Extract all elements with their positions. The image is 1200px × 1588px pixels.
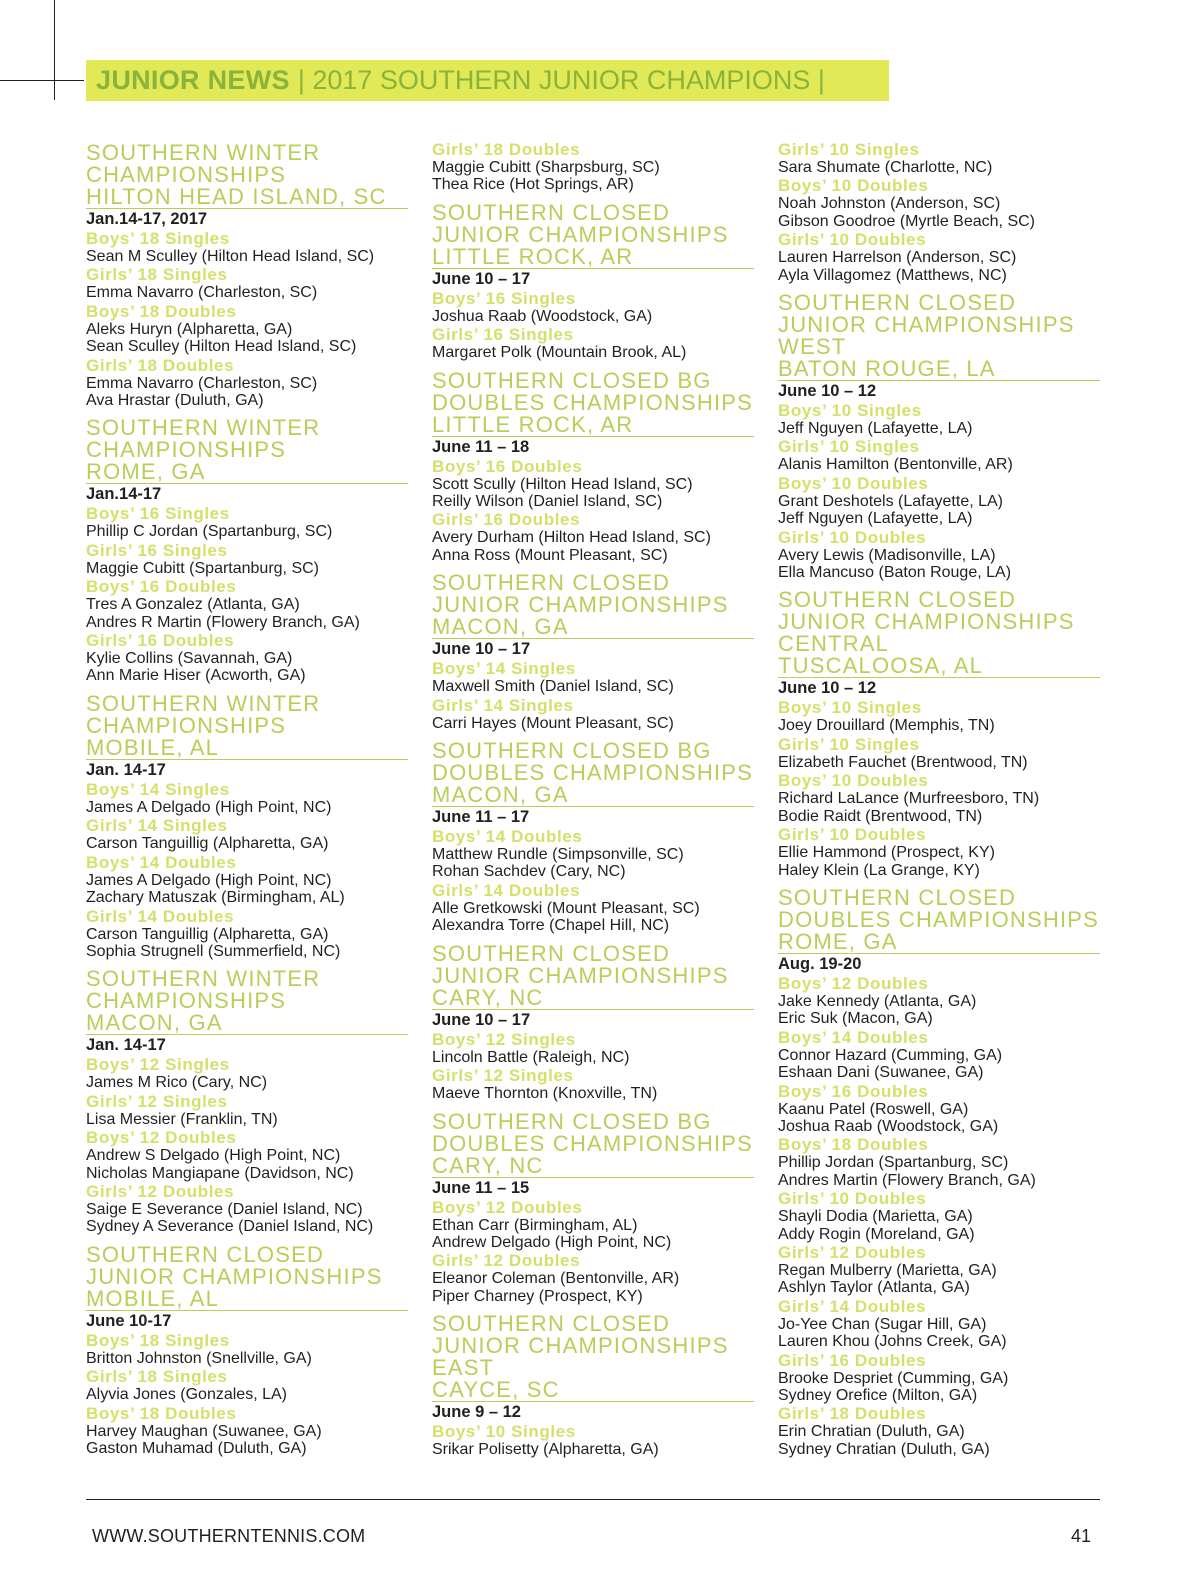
champion-name: Sydney Chratian (Duluth, GA) bbox=[778, 1440, 990, 1458]
division-label: Girls’ 18 Singles bbox=[86, 265, 228, 285]
tournament-section bbox=[86, 1242, 408, 1464]
division-label: Boys’ 16 Singles bbox=[432, 288, 576, 308]
champion-name: Sean M Sculley (Hilton Head Island, SC) bbox=[86, 248, 375, 265]
tournament-title bbox=[432, 1311, 754, 1402]
champion-name: Sophia Strugnell (Summerfield, NC) bbox=[86, 942, 341, 960]
champion-name: Margaret Polk (Mountain Brook, AL) bbox=[432, 344, 687, 362]
champion-name: Ayla Villagomez (Matthews, NC) bbox=[778, 266, 1007, 284]
champion-name: Sara Shumate (Charlotte, NC) bbox=[778, 159, 993, 176]
division-label: Girls’ 10 Singles bbox=[778, 140, 920, 159]
division-label: Girls’ 16 Singles bbox=[86, 540, 228, 560]
division-label: Girls’ 16 Doubles bbox=[86, 631, 235, 651]
page-title: | 2017 SOUTHERN JUNIOR CHAMPIONS | bbox=[297, 65, 825, 95]
tournament-title bbox=[778, 587, 1100, 678]
division-label: Boys’ 14 Doubles bbox=[432, 827, 583, 847]
tournament-title-line: MOBILE, AL bbox=[86, 1285, 220, 1311]
tournament-dates: June 11 – 15 bbox=[432, 1178, 530, 1197]
champion-name: Alle Gretkowski (Mount Pleasant, SC) bbox=[432, 899, 700, 917]
division-label: Girls’ 14 Doubles bbox=[432, 880, 581, 900]
crop-mark-vertical bbox=[54, 0, 55, 100]
tournament-title bbox=[432, 738, 754, 807]
tournament-dates: June 10 – 12 bbox=[778, 382, 877, 401]
tournament-title-line: ROME, GA bbox=[778, 928, 898, 954]
champion-name: Ellie Hammond (Prospect, KY) bbox=[778, 844, 995, 862]
division-label: Boys’ 18 Singles bbox=[86, 1330, 230, 1350]
champion-name: Andres R Martin (Flowery Branch, GA) bbox=[86, 613, 360, 631]
champion-name: Lisa Messier (Franklin, TN) bbox=[86, 1110, 278, 1128]
tournament-title-line: SOUTHERN WINTER bbox=[86, 690, 321, 716]
tournament-title-line: SOUTHERN CLOSED BG bbox=[432, 1108, 712, 1134]
division-label: Boys’ 14 Doubles bbox=[778, 1027, 929, 1047]
division-label: Girls’ 12 Singles bbox=[432, 1066, 574, 1086]
champion-name: Richard LaLance (Murfreesboro, TN) bbox=[778, 790, 1040, 808]
champion-name: Lincoln Battle (Raleigh, NC) bbox=[432, 1048, 630, 1066]
tournament-dates: Jan. 14-17 bbox=[86, 1036, 166, 1055]
champion-name: Eleanor Coleman (Bentonville, AR) bbox=[432, 1270, 680, 1288]
tournament-title-line: TUSCALOOSA, AL bbox=[778, 653, 984, 679]
champion-name: Erin Chratian (Duluth, GA) bbox=[778, 1423, 965, 1441]
tournament-title bbox=[432, 1109, 754, 1178]
champion-name: Gaston Muhamad (Duluth, GA) bbox=[86, 1439, 307, 1457]
division-label: Boys’ 18 Doubles bbox=[86, 1403, 237, 1423]
champion-name: Jeff Nguyen (Lafayette, LA) bbox=[778, 420, 973, 438]
tournament-title-line: SOUTHERN CLOSED bbox=[432, 940, 671, 966]
tournament-dates: June 10 – 17 bbox=[432, 1010, 531, 1029]
division-label: Boys’ 18 Singles bbox=[86, 229, 230, 248]
division-label: Girls’ 12 Singles bbox=[86, 1091, 228, 1111]
tournament-dates: Jan.14-17 bbox=[86, 485, 162, 504]
tournament-title-line: JUNIOR CHAMPIONSHIPS bbox=[432, 962, 729, 988]
champion-name: Srikar Polisetty (Alpharetta, GA) bbox=[432, 1441, 659, 1459]
tournament-title-line: JUNIOR CHAMPIONSHIPS bbox=[778, 312, 1075, 338]
tournament-title-line: EAST bbox=[432, 1355, 495, 1381]
division-label: Boys’ 10 Doubles bbox=[778, 176, 929, 196]
champion-name: Eshaan Dani (Suwanee, GA) bbox=[778, 1064, 984, 1082]
champion-name: James M Rico (Cary, NC) bbox=[86, 1074, 268, 1092]
champion-name: James A Delgado (High Point, NC) bbox=[86, 798, 332, 816]
champion-name: Matthew Rundle (Simpsonville, SC) bbox=[432, 846, 684, 864]
division-label: Boys’ 12 Singles bbox=[432, 1029, 576, 1049]
tournament-title-line: DOUBLES CHAMPIONSHIPS bbox=[432, 760, 754, 786]
champion-name: Maggie Cubitt (Sharpsburg, SC) bbox=[432, 159, 660, 176]
champion-name: Lauren Harrelson (Anderson, SC) bbox=[778, 249, 1017, 267]
champion-name: Kylie Collins (Savannah, GA) bbox=[86, 650, 293, 668]
champion-name: Carri Hayes (Mount Pleasant, SC) bbox=[432, 714, 674, 732]
tournament-dates: June 10 – 17 bbox=[432, 269, 531, 288]
tournament-section bbox=[86, 691, 408, 966]
champion-name: Reilly Wilson (Daniel Island, SC) bbox=[432, 493, 663, 511]
champion-name: Joshua Raab (Woodstock, GA) bbox=[432, 307, 653, 325]
tournament-dates: June 9 – 12 bbox=[432, 1403, 521, 1422]
section-label: JUNIOR NEWS bbox=[96, 65, 290, 95]
champion-name: Gibson Goodroe (Myrtle Beach, SC) bbox=[778, 212, 1035, 230]
champion-name: Scott Scully (Hilton Head Island, SC) bbox=[432, 475, 693, 493]
champion-name: Alyvia Jones (Gonzales, LA) bbox=[86, 1386, 287, 1404]
tournament-dates: Aug. 19-20 bbox=[778, 954, 862, 973]
tournament-title-line: SOUTHERN WINTER bbox=[86, 966, 321, 992]
tournament-section bbox=[778, 587, 1100, 884]
champion-name: Andres Martin (Flowery Branch, GA) bbox=[778, 1171, 1036, 1189]
division-label: Girls’ 18 Doubles bbox=[778, 1404, 927, 1424]
tournament-title-line: SOUTHERN CLOSED BG bbox=[432, 738, 712, 764]
champion-name: Joey Drouillard (Memphis, TN) bbox=[778, 717, 995, 735]
tournament-title-line: CHAMPIONSHIPS bbox=[86, 712, 287, 738]
tournament-title bbox=[432, 200, 754, 269]
page-number: 41 bbox=[1071, 1526, 1092, 1546]
champion-name: Andrew S Delgado (High Point, NC) bbox=[86, 1147, 341, 1165]
tournament-dates: Jan.14-17, 2017 bbox=[86, 210, 208, 228]
division-label: Boys’ 16 Singles bbox=[86, 504, 230, 524]
tournament-title-line: DOUBLES CHAMPIONSHIPS bbox=[432, 1130, 754, 1156]
champion-name: Rohan Sachdev (Cary, NC) bbox=[432, 863, 626, 881]
division-label: Boys’ 10 Singles bbox=[778, 698, 922, 718]
tournament-dates: June 11 – 17 bbox=[432, 808, 530, 827]
division-label: Girls’ 14 Singles bbox=[432, 695, 574, 715]
tournament-section bbox=[432, 570, 754, 738]
tournament-title-line: SOUTHERN CLOSED bbox=[432, 1311, 671, 1337]
tournament-dates: June 10 – 17 bbox=[432, 640, 531, 659]
tournament-dates: June 10 – 12 bbox=[778, 679, 877, 698]
division-label: Girls’ 18 Doubles bbox=[432, 140, 581, 159]
champion-name: Kaanu Patel (Roswell, GA) bbox=[778, 1100, 969, 1118]
tournament-title bbox=[86, 415, 408, 484]
champion-name: James A Delgado (High Point, NC) bbox=[86, 871, 332, 889]
tournament-section bbox=[86, 415, 408, 690]
champion-name: Joshua Raab (Woodstock, GA) bbox=[778, 1117, 999, 1135]
champion-name: Lauren Khou (Johns Creek, GA) bbox=[778, 1333, 1007, 1351]
champion-name: Sydney A Severance (Daniel Island, NC) bbox=[86, 1218, 374, 1236]
champion-name: Tres A Gonzalez (Atlanta, GA) bbox=[86, 596, 300, 614]
champion-name: Carson Tanguillig (Alpharetta, GA) bbox=[86, 925, 329, 943]
tournament-title-line: MACON, GA bbox=[432, 614, 569, 640]
division-label: Girls’ 16 Singles bbox=[432, 325, 574, 345]
division-label: Boys’ 14 Doubles bbox=[86, 852, 237, 872]
champion-name: Alexandra Torre (Chapel Hill, NC) bbox=[432, 917, 670, 935]
section-spacer bbox=[778, 1458, 1100, 1464]
division-label: Boys’ 16 Doubles bbox=[432, 456, 583, 476]
division-label: Boys’ 10 Doubles bbox=[778, 473, 929, 493]
division-label: Girls’ 12 Doubles bbox=[432, 1251, 581, 1271]
champion-name: Haley Klein (La Grange, KY) bbox=[778, 861, 980, 879]
tournament-title bbox=[432, 570, 754, 639]
champion-name: Avery Lewis (Madisonville, LA) bbox=[778, 546, 996, 564]
division-label: Boys’ 16 Doubles bbox=[778, 1081, 929, 1101]
champion-name: Phillip Jordan (Spartanburg, SC) bbox=[778, 1154, 1009, 1172]
champion-name: Zachary Matuszak (Birmingham, AL) bbox=[86, 889, 345, 907]
division-label: Boys’ 14 Singles bbox=[86, 779, 230, 799]
tournament-title-line: SOUTHERN WINTER bbox=[86, 140, 321, 165]
tournament-title-line: MOBILE, AL bbox=[86, 734, 220, 760]
champion-name: Britton Johnston (Snellville, GA) bbox=[86, 1349, 312, 1367]
division-label: Girls’ 14 Singles bbox=[86, 816, 228, 836]
tournament-title-line: CHAMPIONSHIPS bbox=[86, 162, 287, 187]
champion-name: Grant Deshotels (Lafayette, LA) bbox=[778, 492, 1003, 510]
tournament-title-line: CAYCE, SC bbox=[432, 1377, 560, 1403]
tournament-title-line: DOUBLES CHAMPIONSHIPS bbox=[778, 906, 1100, 932]
tournament-section bbox=[778, 290, 1100, 587]
champion-name: Elizabeth Fauchet (Brentwood, TN) bbox=[778, 753, 1028, 771]
division-label: Girls’ 10 Doubles bbox=[778, 825, 927, 845]
tournament-title bbox=[86, 140, 408, 209]
tournament-title-line: JUNIOR CHAMPIONSHIPS bbox=[432, 1333, 729, 1359]
tournament-title-line: SOUTHERN CLOSED bbox=[432, 570, 671, 596]
champion-name: Jeff Nguyen (Lafayette, LA) bbox=[778, 510, 973, 528]
tournament-section bbox=[432, 140, 754, 200]
tournament-title bbox=[432, 941, 754, 1010]
tournament-title-line: JUNIOR CHAMPIONSHIPS bbox=[432, 592, 729, 618]
tournament-title-line: SOUTHERN CLOSED bbox=[432, 199, 671, 225]
tournament-title-line: SOUTHERN WINTER bbox=[86, 415, 321, 441]
tournament-section bbox=[778, 140, 1100, 290]
header-banner bbox=[86, 60, 889, 101]
tournament-title-line: SOUTHERN CLOSED bbox=[778, 290, 1017, 316]
tournament-title-line: LITTLE ROCK, AR bbox=[432, 243, 634, 269]
tournament-section bbox=[432, 941, 754, 1109]
tournament-dates: June 10-17 bbox=[86, 1311, 172, 1330]
tournament-title-line: CENTRAL bbox=[778, 631, 890, 657]
tournament-title-line: CARY, NC bbox=[432, 984, 544, 1010]
tournament-section bbox=[432, 738, 754, 941]
champion-name: Piper Charney (Prospect, KY) bbox=[432, 1287, 643, 1305]
division-label: Girls’ 14 Doubles bbox=[86, 906, 235, 926]
tournament-title-line: WEST bbox=[778, 334, 847, 360]
champion-name: Noah Johnston (Anderson, SC) bbox=[778, 195, 1001, 213]
tournament-title bbox=[86, 966, 408, 1035]
division-label: Boys’ 14 Singles bbox=[432, 659, 576, 679]
tournament-section bbox=[432, 1311, 754, 1464]
tournament-title-line: HILTON HEAD ISLAND, SC bbox=[86, 184, 387, 209]
champion-name: Bodie Raidt (Brentwood, TN) bbox=[778, 807, 983, 825]
champion-name: Ava Hrastar (Duluth, GA) bbox=[86, 392, 264, 410]
division-label: Girls’ 10 Singles bbox=[778, 437, 920, 457]
champion-name: Harvey Maughan (Suwanee, GA) bbox=[86, 1422, 322, 1440]
tournament-title-line: CHAMPIONSHIPS bbox=[86, 437, 287, 463]
champion-name: Phillip C Jordan (Spartanburg, SC) bbox=[86, 523, 333, 541]
results-column-1 bbox=[86, 140, 408, 1463]
tournament-title bbox=[432, 368, 754, 437]
champion-name: Avery Durham (Hilton Head Island, SC) bbox=[432, 529, 711, 547]
division-label: Boys’ 10 Singles bbox=[432, 1422, 576, 1442]
tournament-section bbox=[432, 200, 754, 368]
division-label: Girls’ 14 Doubles bbox=[778, 1296, 927, 1316]
champion-name: Brooke Despriet (Cumming, GA) bbox=[778, 1369, 1009, 1387]
division-label: Boys’ 18 Doubles bbox=[778, 1135, 929, 1155]
tournament-section bbox=[432, 368, 754, 571]
champion-name: Andrew Delgado (High Point, NC) bbox=[432, 1233, 672, 1251]
tournament-section bbox=[86, 140, 408, 415]
champion-name: Sydney Orefice (Milton, GA) bbox=[778, 1387, 978, 1404]
tournament-dates: Jan. 14-17 bbox=[86, 760, 166, 779]
champion-name: Thea Rice (Hot Springs, AR) bbox=[432, 176, 634, 194]
tournament-title-line: SOUTHERN CLOSED bbox=[86, 1241, 325, 1267]
champion-name: Nicholas Mangiapane (Davidson, NC) bbox=[86, 1164, 354, 1182]
tournament-title-line: SOUTHERN CLOSED bbox=[778, 587, 1017, 613]
tournament-title-line: JUNIOR CHAMPIONSHIPS bbox=[432, 221, 729, 247]
champion-name: Jake Kennedy (Atlanta, GA) bbox=[778, 992, 977, 1010]
tournament-dates: June 11 – 18 bbox=[432, 437, 530, 456]
division-label: Girls’ 16 Doubles bbox=[432, 510, 581, 530]
division-label: Girls’ 10 Doubles bbox=[778, 1189, 927, 1209]
champion-name: Alanis Hamilton (Bentonville, AR) bbox=[778, 456, 1013, 474]
champion-name: Jo-Yee Chan (Sugar Hill, GA) bbox=[778, 1315, 987, 1333]
tournament-section bbox=[432, 1109, 754, 1312]
tournament-title-line: LITTLE ROCK, AR bbox=[432, 411, 634, 437]
division-label: Boys’ 10 Singles bbox=[778, 401, 922, 421]
division-label: Girls’ 10 Doubles bbox=[778, 527, 927, 547]
results-column-2 bbox=[432, 140, 754, 1465]
tournament-title-line: MACON, GA bbox=[86, 1010, 223, 1036]
tournament-section bbox=[778, 885, 1100, 1464]
division-label: Boys’ 12 Doubles bbox=[778, 973, 929, 993]
division-label: Boys’ 16 Doubles bbox=[86, 577, 237, 597]
tournament-title-line: CHAMPIONSHIPS bbox=[86, 988, 287, 1014]
champion-name: Maeve Thornton (Knoxville, TN) bbox=[432, 1085, 658, 1103]
division-label: Girls’ 18 Doubles bbox=[86, 355, 235, 375]
champion-name: Regan Mulberry (Marietta, GA) bbox=[778, 1261, 997, 1279]
champion-name: Shayli Dodia (Marietta, GA) bbox=[778, 1208, 973, 1226]
tournament-title-line: JUNIOR CHAMPIONSHIPS bbox=[86, 1263, 383, 1289]
tournament-title bbox=[86, 1242, 408, 1311]
division-label: Boys’ 12 Doubles bbox=[432, 1197, 583, 1217]
champion-name: Connor Hazard (Cumming, GA) bbox=[778, 1046, 1003, 1064]
tournament-section bbox=[86, 966, 408, 1241]
champion-name: Eric Suk (Macon, GA) bbox=[778, 1010, 933, 1028]
footer-divider bbox=[86, 1499, 1100, 1500]
champion-name: Emma Navarro (Charleston, SC) bbox=[86, 284, 318, 302]
section-spacer bbox=[432, 1459, 754, 1465]
champion-name: Addy Rogin (Moreland, GA) bbox=[778, 1225, 975, 1243]
tournament-title-line: BATON ROUGE, LA bbox=[778, 356, 996, 382]
division-label: Girls’ 16 Doubles bbox=[778, 1350, 927, 1370]
tournament-title-line: SOUTHERN CLOSED BG bbox=[432, 367, 712, 393]
results-column-3 bbox=[778, 140, 1100, 1464]
tournament-title bbox=[778, 885, 1100, 954]
footer-website-url: WWW.SOUTHERNTENNIS.COM bbox=[92, 1526, 366, 1546]
division-label: Boys’ 12 Singles bbox=[86, 1055, 230, 1075]
champion-name: Ashlyn Taylor (Atlanta, GA) bbox=[778, 1279, 970, 1297]
division-label: Girls’ 10 Singles bbox=[778, 734, 920, 754]
champion-name: Ann Marie Hiser (Acworth, GA) bbox=[86, 667, 306, 685]
tournament-title-line: JUNIOR CHAMPIONSHIPS bbox=[778, 609, 1075, 635]
crop-mark-horizontal bbox=[0, 80, 84, 81]
champion-name: Sean Sculley (Hilton Head Island, SC) bbox=[86, 338, 357, 356]
division-label: Girls’ 18 Singles bbox=[86, 1367, 228, 1387]
tournament-title-line: ROME, GA bbox=[86, 459, 206, 485]
champion-name: Maxwell Smith (Daniel Island, SC) bbox=[432, 678, 674, 696]
champion-name: Aleks Huryn (Alpharetta, GA) bbox=[86, 320, 293, 338]
division-label: Girls’ 12 Doubles bbox=[86, 1181, 235, 1201]
division-label: Boys’ 18 Doubles bbox=[86, 301, 237, 321]
champion-name: Maggie Cubitt (Spartanburg, SC) bbox=[86, 559, 319, 577]
division-label: Girls’ 12 Doubles bbox=[778, 1242, 927, 1262]
tournament-title bbox=[778, 290, 1100, 381]
tournament-title-line: MACON, GA bbox=[432, 782, 569, 808]
champion-name: Emma Navarro (Charleston, SC) bbox=[86, 374, 318, 392]
division-label: Boys’ 10 Doubles bbox=[778, 771, 929, 791]
section-spacer bbox=[86, 1457, 408, 1463]
tournament-title-line: DOUBLES CHAMPIONSHIPS bbox=[432, 389, 754, 415]
champion-name: Carson Tanguillig (Alpharetta, GA) bbox=[86, 835, 329, 853]
division-label: Boys’ 12 Doubles bbox=[86, 1128, 237, 1148]
champion-name: Ethan Carr (Birmingham, AL) bbox=[432, 1216, 638, 1234]
champion-name: Ella Mancuso (Baton Rouge, LA) bbox=[778, 564, 1012, 582]
tournament-title-line: CARY, NC bbox=[432, 1152, 544, 1178]
tournament-title-line: SOUTHERN CLOSED bbox=[778, 884, 1017, 910]
champion-name: Anna Ross (Mount Pleasant, SC) bbox=[432, 546, 668, 564]
tournament-title bbox=[86, 691, 408, 760]
division-label: Girls’ 10 Doubles bbox=[778, 230, 927, 250]
champion-name: Saige E Severance (Daniel Island, NC) bbox=[86, 1200, 363, 1218]
